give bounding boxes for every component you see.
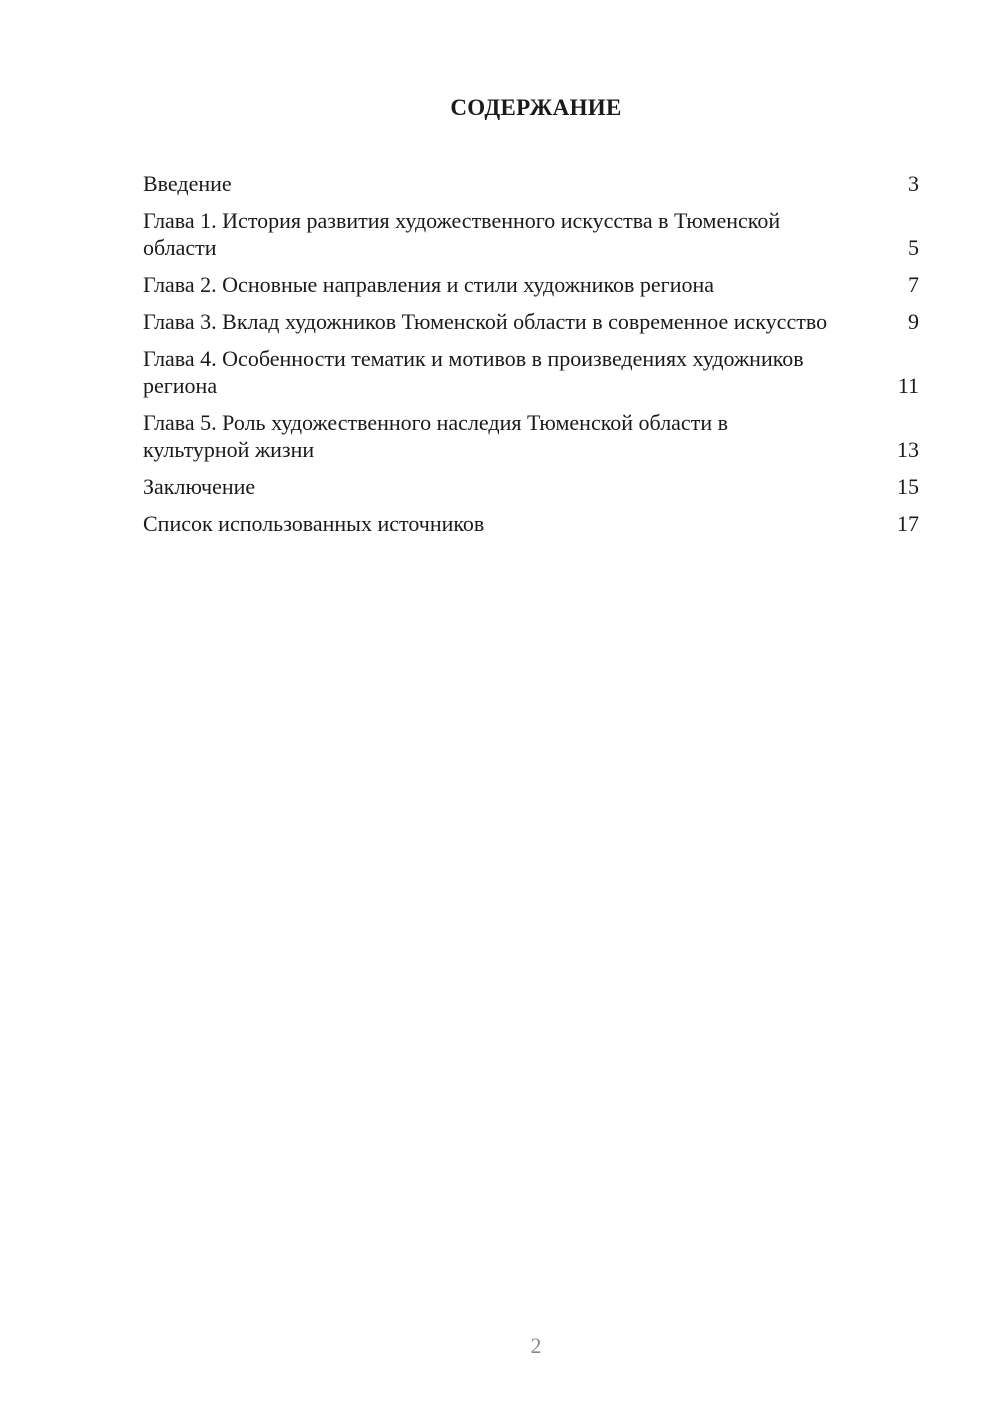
toc-entry-text: Глава 4. Особенности тематик и мотивов в произведениях художников региона bbox=[143, 346, 804, 398]
table-of-contents bbox=[143, 170, 919, 547]
toc-entry-page: 11 bbox=[897, 373, 919, 398]
toc-entry-chapter-3 bbox=[143, 308, 919, 335]
toc-entry-page: 9 bbox=[908, 309, 919, 334]
toc-entry-text: Заключение bbox=[143, 474, 256, 499]
toc-entry-text: Список использованных источников bbox=[143, 511, 485, 536]
toc-entry-text: Глава 3. Вклад художников Тюменской области в современное искусство bbox=[143, 309, 828, 334]
toc-entry-chapter-2 bbox=[143, 271, 919, 298]
toc-title: СОДЕРЖАНИЕ bbox=[450, 95, 622, 120]
toc-entry-chapter-5 bbox=[143, 409, 919, 463]
toc-entry-page: 5 bbox=[908, 235, 919, 260]
toc-entry-introduction bbox=[143, 170, 919, 197]
toc-entry-text: Глава 1. История развития художественного искусства в Тюменской области bbox=[143, 208, 781, 260]
toc-entry-page: 13 bbox=[897, 437, 919, 462]
toc-entry-page: 15 bbox=[897, 474, 919, 499]
toc-entry-text: Глава 2. Основные направления и стили художников региона bbox=[143, 272, 715, 297]
toc-entry-chapter-1 bbox=[143, 207, 919, 261]
toc-entry-page: 17 bbox=[897, 511, 919, 536]
toc-entry-page: 3 bbox=[908, 171, 919, 196]
page-number: 2 bbox=[530, 1333, 542, 1358]
toc-entry-conclusion bbox=[143, 473, 919, 500]
toc-entry-text: Глава 5. Роль художественного наследия Тюменской области в культурной жизни bbox=[143, 410, 728, 462]
toc-entry-page: 7 bbox=[908, 272, 919, 297]
toc-entry-chapter-4 bbox=[143, 345, 919, 399]
toc-entry-text: Введение bbox=[143, 171, 232, 196]
toc-entry-references bbox=[143, 510, 919, 537]
